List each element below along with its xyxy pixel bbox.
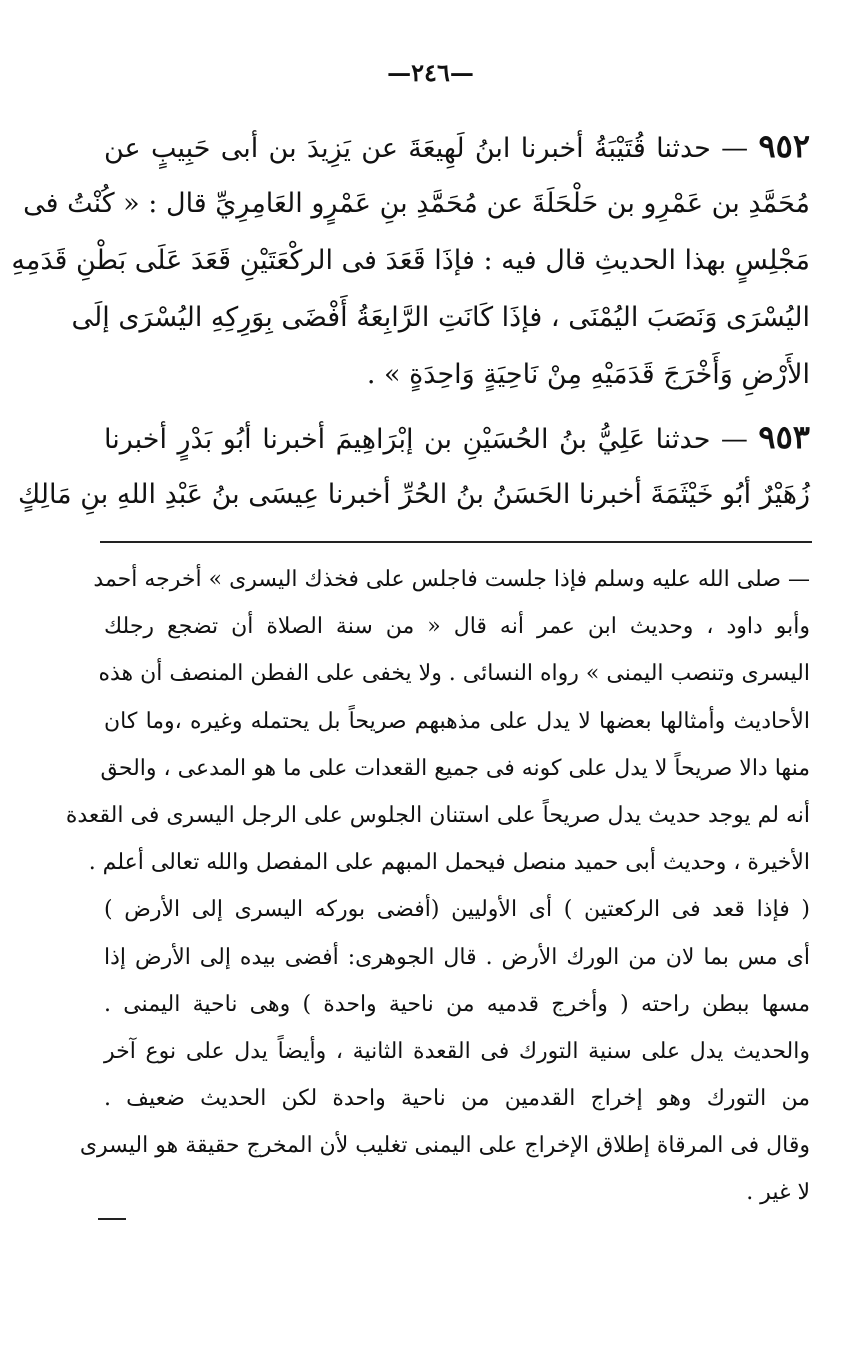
hadith-text: — حدثنا قُتَيْبَةُ أخبرنا ابنُ لَهِيعَةَ عن يَزِيدَ بن أبى حَبِيبٍ عن xyxy=(104,133,749,164)
commentary-section xyxy=(65,556,810,1217)
commentary-line: اليسرى وتنصب اليمنى » رواه النسائى . ولا يخفى على الفطن المنصف أن هذه xyxy=(98,661,810,687)
hadith-line: مَجْلِسٍ بهذا الحديثِ قال فيه : فإذَا قَعَدَ فى الركْعَتَيْنِ قَعَدَ عَلَى بَطْنِ قَدَمِهِ xyxy=(11,245,810,276)
commentary-line: والحديث يدل على سنية التورك فى القعدة الثانية ، وأيضاً يدل على نوع آخر xyxy=(104,1038,810,1064)
commentary-line: ( فإذا قعد فى الركعتين ) أى الأوليين (أفضى بوركه اليسرى إلى الأرض ) xyxy=(104,897,810,923)
commentary-line: منها دالا صريحاً لا يدل على كونه فى جميع القعدات على ما هو المدعى ، والحق xyxy=(100,755,810,781)
page-number: —٢٤٦— xyxy=(387,58,474,87)
hadith-line: الأَرْضِ وَأَخْرَجَ قَدَمَيْهِ مِنْ نَاحِيَةٍ وَاحِدَةٍ » . xyxy=(366,359,810,390)
commentary-line: وقال فى المرقاة إطلاق الإخراج على اليمنى تغليب لأن المخرج حقيقة هو اليسرى xyxy=(79,1133,810,1159)
commentary-line: مسها ببطن راحته ( وأخرج قدميه من ناحية واحدة ) وهى ناحية اليمنى . xyxy=(104,991,810,1017)
commentary-line: أى مس بما لان من الورك الأرض . قال الجوهرى: أفضى بيده إلى الأرض إذا xyxy=(104,944,810,970)
commentary-line: وأبو داود ، وحديث ابن عمر أنه قال « من سنة الصلاة أن تضجع رجلك xyxy=(104,614,810,640)
hadith-953 xyxy=(17,409,810,523)
continuation-dash xyxy=(98,1218,126,1220)
hadith-number: ٩٥٣ xyxy=(758,418,810,456)
hadith-number: ٩٥٢ xyxy=(758,127,810,165)
commentary-line: الأحاديث وأمثالها بعضها لا يدل على مذهبهم صريحاً بل يحتمله وغيره ،وما كان xyxy=(104,708,810,734)
commentary-line: أنه لم يوجد حديث يدل صريحاً على استنان الجلوس على الرجل اليسرى فى القعدة xyxy=(65,802,810,828)
commentary-line: الأخيرة ، وحديث أبى حميد منصل فيحمل المبهم على المفصل والله تعالى أعلم . xyxy=(88,850,810,876)
footnote-separator xyxy=(100,541,812,543)
hadith-line: اليُسْرَى وَنَصَبَ اليُمْنَى ، فإذَا كَانَتِ الرَّابِعَةُ أَفْضَى بِوَرِكِهِ اليُسْرَى إلَى xyxy=(71,302,810,333)
hadith-text: — حدثنا عَلِيُّ بنُ الحُسَيْنِ بن إبْرَاهِيمَ أخبرنا أبُو بَدْرٍ أخبرنا xyxy=(104,424,748,455)
commentary-line: من التورك وهو إخراج القدمين من ناحية واحدة لكن الحديث ضعيف . xyxy=(104,1086,810,1112)
hadith-952 xyxy=(11,118,810,403)
hadith-line xyxy=(104,118,810,175)
hadith-line xyxy=(104,409,810,466)
commentary-line: — صلى الله عليه وسلم فإذا جلست فاجلس على فخذك اليسرى » أخرجه أحمد xyxy=(93,567,810,592)
hadith-line: زُهَيْرٌ أبُو خَيْثَمَةَ أخبرنا الحَسَنُ بنُ الحُرِّ أخبرنا عِيسَى بنُ عَبْدِ اللهِ بنِ مَالِكٍ xyxy=(17,479,810,510)
commentary-line: لا غير . xyxy=(746,1180,810,1206)
hadith-line: مُحَمَّدِ بن عَمْرِو بن حَلْحَلَةَ عن مُحَمَّدِ بنِ عَمْرٍو العَامِرِيِّ قال : « كُنْتُ فى xyxy=(23,188,810,219)
